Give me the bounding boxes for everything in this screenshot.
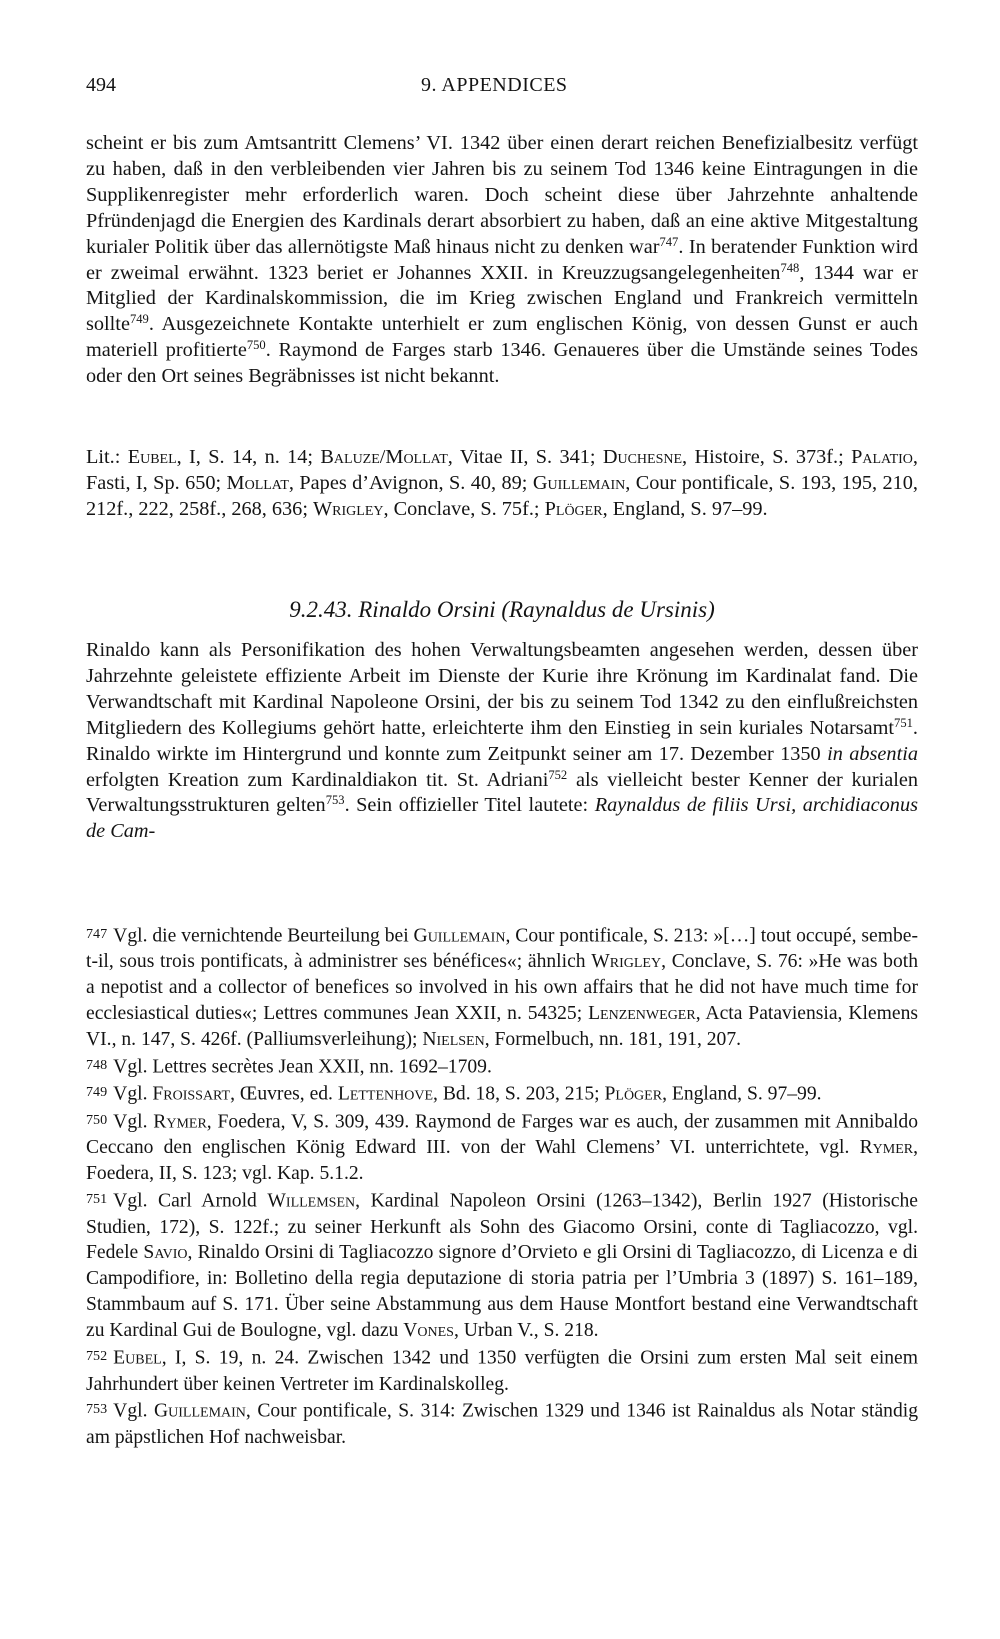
body-paragraph-rinaldo [86,638,918,845]
footnote-747 [86,922,918,1053]
body-paragraph-raymond [86,131,918,390]
text-run: Rinaldo kann als Personifikation des hohen Verwaltungsbeamten angesehen werden, dessen über Jahrzehnte geleistete effiziente Arbeit im Dienste der Kurie ihre Krönung im Kardinalat fand. Die Verwandtschaft mit Kardinal Napoleone Orsini, der bis zu seinem Tod 1342 zu den einflußreichsten Mitgliedern des Kollegiums gehört hatte, erleichterte ihm den Einstieg in sein kuriales Notarsamt [86,639,918,739]
section-heading: 9.2.43. Rinaldo Orsini (Raynaldus de Ursinis) [289,597,715,622]
author-name: Duchesne [602,446,683,468]
footnote-753 [86,1397,918,1450]
italic-phrase: in absentia [827,742,918,765]
text-run: . In beratender Funktion wird er zweimal erwähnt. 1323 beriet er Johannes XXII. in Kreuzzugsangelegenheiten [86,235,918,284]
text-run: . Raymond de Farges starb 1346. Genaueres über die Umstände seines Todes oder den Ort seines Begräbnisses ist nicht bekannt. [86,339,918,388]
footnote-number: 752 [86,1348,108,1365]
citation-text: , Fasti, I, Sp. 650; [86,446,918,494]
running-header [86,70,918,100]
author-name: Eubel [127,446,177,468]
literature-label: Lit.: [86,446,128,468]
author-name: Lenzenweger [588,1003,696,1025]
footnote-text: , Kardinal Napoleon Orsini (1263–1342), Berlin 1927 (Historische Studien, 172), S. 122f.; zu seiner Herkunft als Sohn des Giacomo Orsini, conte di Tagliacozzo, vgl. Fedele [86,1190,918,1264]
citation-text: , I, S. 14, n. 14; [176,446,321,468]
footnote-text: , Foedera, V, S. 309, 439. Raymond de Farges war es auch, der zusammen mit Annibaldo Ceccano den englischen König Edward III. von der Wahl Clemens’ VI. unterrichtete, vgl. [86,1111,918,1159]
footnotes [86,922,918,1451]
author-name: Guillemain [532,471,626,494]
footnote-number: 748 [86,1057,108,1074]
footnote-text: Vgl. die vernichtende Beurteilung bei [113,925,414,947]
footnote-text: , Rinaldo Orsini di Tagliacozzo signore d’Orvieto e gli Orsini di Tagliacozzo, di Licenza e di Campodifiore, in: Bolletino della regia deputazione di storia patria per l’Umbria 3 (1897) S. 161–189, Stammbaum auf S. 171. Über seine Abstammung aus dem Hause Montfort bestand eine Verwandtschaft zu Kardinal Gui de Boulogne, vgl. dazu [86,1242,918,1342]
footnote-text: , Conclave, S. 76: »He was both a nepotist and a collector of benefices so involved in his own affairs that he did not have much time for ecclesiastical duties«; Lettres communes Jean XXII, n. 54325; [86,951,918,1025]
footnote-text: , Bd. 18, S. 203, 215; [433,1083,605,1105]
footnote-number: 750 [86,1111,108,1128]
footnote-749 [86,1080,918,1107]
author-name: Rymer [859,1137,914,1159]
text-run: erfolgten Kreation zum Kardinaldiakon tit. St. Adriani [86,768,549,791]
citation-text: , Papes d’Avignon, S. 40, 89; [288,471,533,494]
author-name: Guillemain [154,1400,246,1422]
footnote-text: Vgl. Carl Arnold [113,1190,268,1212]
footnote-748 [86,1053,918,1080]
author-name: Palatio [851,446,913,468]
footnote-ref-751[interactable]: 751 [894,715,913,730]
author-name: Vones [403,1320,454,1342]
footnote-751 [86,1187,918,1344]
citation-text: , Vitae II, S. 341; [447,446,603,468]
footnote-text: , England, S. 97–99. [662,1083,822,1105]
author-name: Plöger [604,1083,663,1105]
author-name: Plöger [544,497,603,520]
citation-text: , Conclave, S. 75f.; [383,497,545,520]
text-run: als vielleicht bester Kenner der kurialen Verwaltungsstrukturen gelten [86,768,918,817]
footnote-text: , Cour pontificale, S. 213: »[…] tout occupé, sembe-t-il, sous trois pontificats, à administrer ses bénéfices«; ähnlich [86,925,918,973]
footnote-ref-752[interactable]: 752 [548,767,568,782]
text-run: scheint er bis zum Amtsantritt Clemens’ VI. 1342 über einen derart reichen Benefizialbesitz verfügt zu haben, daß in den verbleibenden vier Jahren bis zu seinem Tod 1346 keine Eintragungen in die Supplikenregister mehr erforderlich waren. Doch scheint diese über Jahrzehnte anhaltende Pfründenjagd die Energien des Kardinals derart absorbiert zu haben, daß an eine aktive Mitgestaltung kurialer Politik über das allernötigste Maß hinaus nicht zu denken war [86,132,918,258]
author-name: Nielsen [422,1029,485,1051]
author-name: Savio [143,1242,188,1264]
footnote-ref-748[interactable]: 748 [780,260,800,275]
author-name: Lettenhove [337,1083,434,1105]
chapter-title: 9. APPENDICES [421,74,568,96]
author-name: Froissart [152,1083,231,1105]
citation-text: , Histoire, S. 373f.; [682,446,852,468]
footnote-number: 747 [86,926,108,942]
author-name: Willemsen [267,1190,356,1212]
footnote-text: , I, S. 19, n. 24. Zwischen 1342 und 1350 verfügten die Orsini zum ersten Mal seit einem Jahrhundert über keinen Vertreter im Kardinalskolleg. [86,1347,918,1395]
footnote-number: 751 [86,1191,108,1208]
citation-text: , England, S. 97–99. [602,497,768,520]
author-name: Wrigley [313,497,384,520]
text-run: . Sein offizieller Titel lautete: [344,794,595,817]
footnote-ref-753[interactable]: 753 [325,793,345,808]
footnote-text: , Urban V., S. 218. [453,1320,599,1342]
page-number: 494 [86,74,116,96]
footnote-text: , Formelbuch, nn. 181, 191, 207. [484,1029,742,1051]
footnote-text: , Foedera, II, S. 123; vgl. Kap. 5.1.2. [86,1137,918,1185]
text-run: . Ausgezeichnete Kontakte unterhielt er zum englischen König, von dessen Gunst er auch materiell profitierte [86,313,918,362]
footnote-text: Vgl. [113,1111,154,1133]
author-name: Mollat [226,471,289,494]
citation-text: , Cour pontificale, S. 193, 195, 210, 212f., 222, 258f., 268, 636; [86,471,918,520]
author-name: Wrigley [591,951,662,973]
footnote-text: Vgl. [113,1400,154,1422]
footnote-text: Vgl. [113,1083,153,1105]
footnote-750 [86,1108,918,1187]
footnote-text: , Cour pontificale, S. 314: Zwischen 1329 und 1346 ist Rainaldus als Notar ständig am päpstlichen Hof nachweisbar. [86,1400,919,1448]
footnote-number: 753 [86,1401,108,1418]
footnote-ref-749[interactable]: 749 [129,312,149,327]
footnote-text: , Œuvres, ed. [230,1083,338,1105]
footnote-text: Vgl. Lettres secrètes Jean XXII, nn. 1692–1709. [113,1056,492,1078]
footnote-752 [86,1344,918,1397]
text-run: , 1344 war er Mitglied der Kardinalskommission, die im Krieg zwischen England und Frankreich vermitteln sollte [86,261,918,336]
author-name: Rymer [153,1111,207,1133]
italic-title: Raynaldus de filiis Ursi, archidiaconus de Cam- [86,794,918,843]
footnote-ref-750[interactable]: 750 [246,338,266,353]
text-run: . Rinaldo wirkte im Hintergrund und konnte zum Zeitpunkt seiner am 17. Dezember 1350 [86,716,918,765]
footnote-number: 749 [86,1084,108,1101]
footnote-ref-747[interactable]: 747 [659,234,679,249]
literature-references [86,445,918,523]
footnote-text: , Acta Pataviensia, Klemens VI., n. 147, S. 426f. (Palliumsverleihung); [86,1003,918,1051]
author-name: Eubel [113,1347,162,1369]
author-name: Baluze/Mollat [320,446,448,468]
author-name: Guillemain [413,925,506,947]
